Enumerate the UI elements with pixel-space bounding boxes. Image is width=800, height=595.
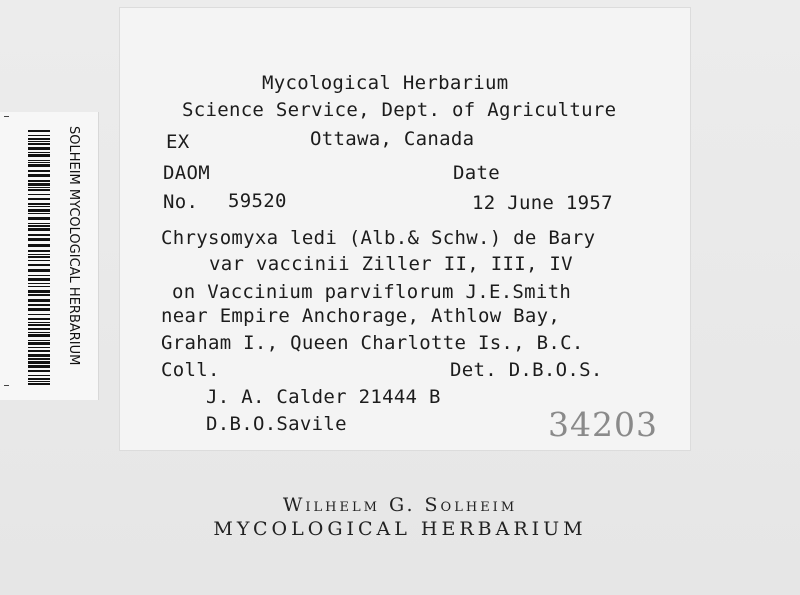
label-header-line2: Science Service, Dept. of Agriculture	[182, 99, 617, 121]
label-number: 59520	[228, 190, 287, 212]
label-daom: DAOM	[163, 162, 210, 184]
label-locality-line1: near Empire Anchorage, Athlow Bay,	[161, 305, 561, 327]
label-header-line1: Mycological Herbarium	[262, 72, 509, 94]
label-ex: EX	[166, 131, 190, 153]
herbarium-stamp	[0, 494, 800, 540]
barcode-card	[0, 112, 99, 400]
label-coll-label: Coll.	[161, 359, 220, 381]
barcode-image	[28, 130, 50, 386]
label-determiner-line: D.B.O.Savile	[206, 413, 347, 435]
label-collector-line: J. A. Calder 21444 B	[206, 386, 441, 408]
label-taxon-line2: var vaccinii Ziller II, III, IV	[209, 253, 573, 275]
label-date-label: Date	[453, 162, 500, 184]
card-corner-mark	[4, 385, 9, 386]
herbarium-stamp-line2: MYCOLOGICAL HERBARIUM	[213, 518, 587, 540]
label-header-line3: Ottawa, Canada	[310, 128, 475, 150]
label-taxon-line1: Chrysomyxa ledi (Alb.& Schw.) de Bary	[161, 227, 596, 249]
herbarium-stamp-line1: Wilhelm G. Solheim	[282, 494, 518, 516]
label-locality-line2: Graham I., Queen Charlotte Is., B.C.	[161, 332, 584, 354]
barcode-collection-text: SOLHEIM MYCOLOGICAL HERBARIUM	[66, 126, 81, 366]
label-det-label: Det. D.B.O.S.	[450, 359, 603, 381]
label-number-label: No.	[163, 191, 199, 213]
specimen-label	[120, 8, 690, 450]
label-date: 12 June 1957	[472, 192, 613, 214]
label-host-line: on Vaccinium parviflorum J.E.Smith	[172, 281, 572, 303]
accession-stamp-number: 34203	[548, 405, 658, 444]
card-corner-mark	[4, 116, 9, 117]
